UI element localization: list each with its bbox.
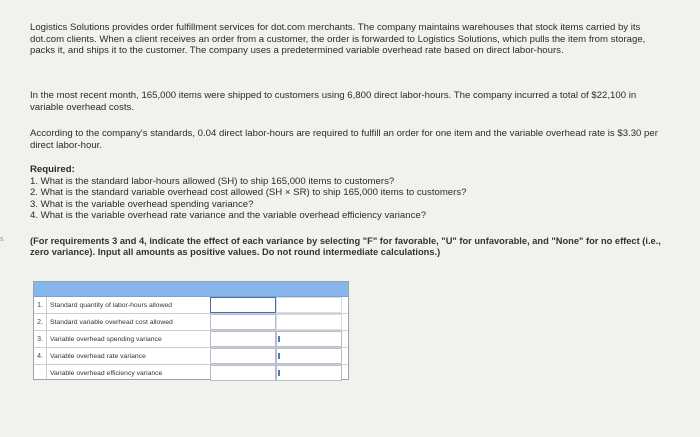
effect-select-empty <box>276 297 342 313</box>
select-indicator <box>278 353 280 359</box>
row-label: Variable overhead rate variance <box>50 352 146 360</box>
select-indicator <box>278 336 280 342</box>
efficiency-variance-input[interactable] <box>210 365 276 381</box>
instructions-text: (For requirements 3 and 4, indicate the effect of each variance by selecting "F" for favorable, "U" for unfavorable, and "None" for no effect (i.e., zero variance). Input all amounts as positive values. Do not round intermediate calculations.) <box>30 236 661 258</box>
row-label: Variable overhead efficiency variance <box>50 369 163 377</box>
problem-paragraph-1: Logistics Solutions provides order fulfillment services for dot.com merchants. The company maintains warehouses that stock items carried by its dot.com clients. When a client receives an order from a customer, the order is forwarded to Logistics Solutions, which pulls the item from storage, packs it, and ships it to the customer. The company uses a predetermined variable overhead rate based on direct labor-hours. <box>30 22 646 57</box>
table-row <box>34 314 348 331</box>
row-label: Variable overhead spending variance <box>50 335 162 343</box>
select-indicator <box>278 370 280 376</box>
row-number: 1. <box>34 297 47 313</box>
rate-variance-effect-select[interactable] <box>276 348 342 364</box>
variable-overhead-cost-input[interactable] <box>210 314 276 330</box>
row-number: 4. <box>34 348 47 364</box>
required-section <box>30 164 670 222</box>
row-label: Standard variable overhead cost allowed <box>50 318 173 326</box>
answer-table-header <box>34 282 348 297</box>
table-row <box>34 331 348 348</box>
table-row <box>34 348 348 365</box>
required-title: Required: <box>30 164 75 175</box>
labor-hours-allowed-input[interactable] <box>210 297 276 313</box>
problem-paragraph-2: In the most recent month, 165,000 items were shipped to customers using 6,800 direct labor-hours. The company incurred a total of $22,100 in variable overhead costs. <box>30 90 637 113</box>
spending-variance-effect-select[interactable] <box>276 331 342 347</box>
effect-select-empty <box>276 314 342 330</box>
rate-variance-input[interactable] <box>210 348 276 364</box>
answer-table <box>33 281 349 380</box>
required-item-1: 1. What is the standard labor-hours allowed (SH) to ship 165,000 items to customers? <box>30 175 395 187</box>
spending-variance-input[interactable] <box>210 331 276 347</box>
row-number: 3. <box>34 331 47 347</box>
efficiency-variance-effect-select[interactable] <box>276 365 342 381</box>
edge-mark: s <box>0 236 4 243</box>
row-number: 2. <box>34 314 47 330</box>
table-row <box>34 297 348 314</box>
table-row <box>34 365 348 381</box>
row-number <box>34 365 47 381</box>
required-item-2: 2. What is the standard variable overhead cost allowed (SH × SR) to ship 165,000 items to customers? <box>30 187 467 199</box>
problem-paragraph-3: According to the company's standards, 0.04 direct labor-hours are required to fulfill an order for one item and the variable overhead rate is $3.30 per direct labor-hour. <box>30 128 658 151</box>
row-label: Standard quantity of labor-hours allowed <box>50 301 173 309</box>
required-item-3: 3. What is the variable overhead spending variance? <box>30 198 254 210</box>
required-item-4: 4. What is the variable overhead rate variance and the variable overhead efficiency variance? <box>30 210 427 222</box>
